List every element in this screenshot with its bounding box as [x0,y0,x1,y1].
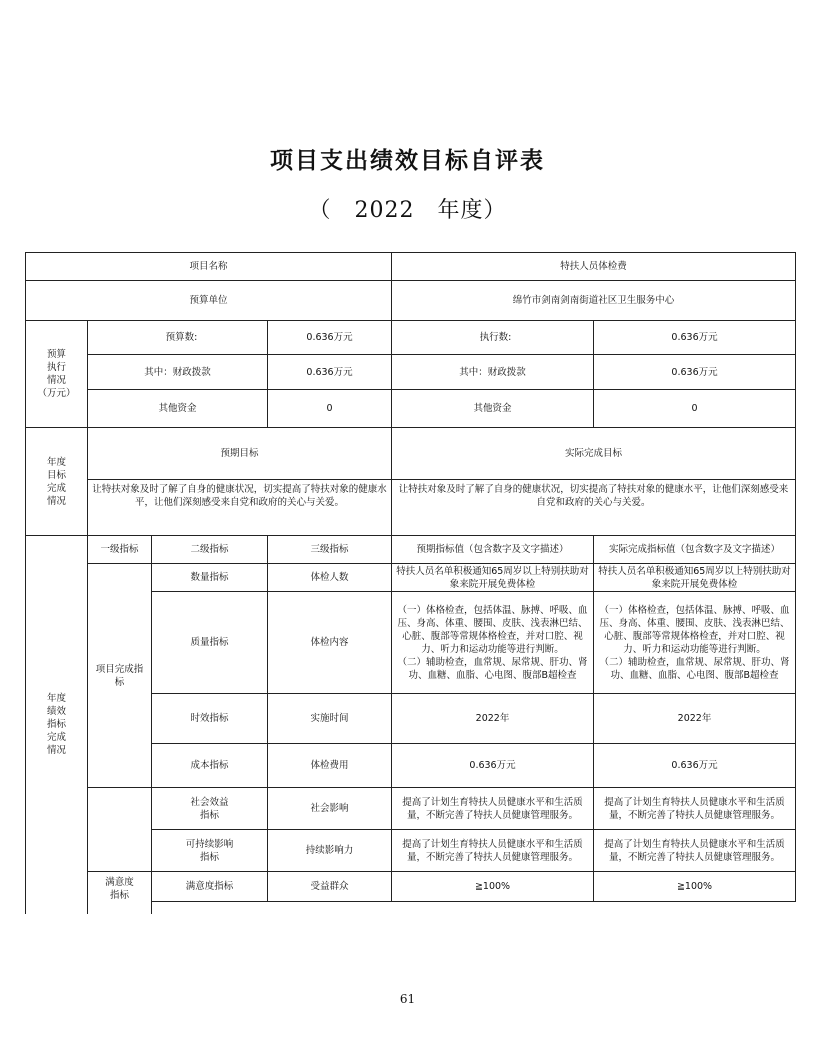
annual-goal-section-label: 年度 目标 完成 情况 [26,428,88,536]
table-row [26,872,796,902]
fiscal-budget-value: 0.636万元 [268,355,392,390]
actual-value-header: 实际完成指标值（包含数字及文字描述） [594,536,796,564]
other-funds-exec-label: 其他资金 [392,390,594,428]
annual-goal-content-row [26,480,796,536]
fiscal-exec-label: 其中：财政拨款 [392,355,594,390]
fiscal-label: 其中：财政拨款 [88,355,268,390]
level3-cell: 体检费用 [268,744,392,788]
level3-cell: 受益群众 [268,872,392,902]
performance-section-label: 年度 绩效 指标 完成 情况 [26,536,88,914]
satisfaction-group-label: 满意度 指标 [88,872,152,914]
level2-cell: 时效指标 [152,694,268,744]
performance-form-table [25,252,796,914]
fiscal-row [26,355,796,390]
level2-cell: 成本指标 [152,744,268,788]
expected-value-cell: 2022年 [392,694,594,744]
level2-header: 二级指标 [152,536,268,564]
level3-header: 三级指标 [268,536,392,564]
budget-unit-row [26,281,796,321]
exec-amount-label: 执行数: [392,321,594,355]
budget-unit-label: 预算单位 [26,281,392,321]
actual-goal-header: 实际完成目标 [392,428,796,480]
indicator-header-row [26,536,796,564]
annual-goal-header-row [26,428,796,480]
level3-cell: 持续影响力 [268,830,392,872]
document-title: 项目支出绩效目标自评表 [270,147,545,174]
expected-value-cell: 提高了计划生育特扶人员健康水平和生活质量，不断完善了特扶人员健康管理服务。 [392,830,594,872]
level3-cell: 体检人数 [268,564,392,592]
level3-cell: 实施时间 [268,694,392,744]
actual-value-cell: 0.636万元 [594,744,796,788]
expected-value-cell: （一）体格检查，包括体温、脉搏、呼吸、血压、身高、体重、腰围、皮肤、浅表淋巴结、心脏、腹部等常规体格检查，并对口腔、视力、听力和运动功能等进行判断。 （二）辅助检查，血常规、尿常规、肝功、肾功、血糖、血脂、心电图、腹部B超检查 [392,592,594,694]
level3-cell: 社会影响 [268,788,392,830]
actual-value-cell: 2022年 [594,694,796,744]
level2-cell: 满意度指标 [152,872,268,902]
actual-goal-text: 让特扶对象及时了解了自身的健康状况，切实提高了特扶对象的健康水平，让他们深刻感受来自党和政府的关心与关爱。 [392,480,796,536]
level2-cell: 社会效益 指标 [152,788,268,830]
fiscal-exec-value: 0.636万元 [594,355,796,390]
actual-value-cell: 提高了计划生育特扶人员健康水平和生活质量，不断完善了特扶人员健康管理服务。 [594,788,796,830]
level2-cell: 质量指标 [152,592,268,694]
expected-value-cell: 0.636万元 [392,744,594,788]
table-row [26,564,796,592]
table-continuation-space [152,902,796,914]
other-funds-budget-value: 0 [268,390,392,428]
actual-value-cell: ≧100% [594,872,796,902]
level2-cell: 可持续影响 指标 [152,830,268,872]
project-name-value: 特扶人员体检费 [392,253,796,281]
level1-header: 一级指标 [88,536,152,564]
level2-cell: 数量指标 [152,564,268,592]
table-row [26,788,796,830]
project-name-label: 项目名称 [26,253,392,281]
actual-value-cell: 特扶人员名单积极通知65周岁以上特别扶助对象来院开展免费体检 [594,564,796,592]
expected-goal-header: 预期目标 [88,428,392,480]
expected-value-cell: 特扶人员名单积极通知65周岁以上特别扶助对象来院开展免费体检 [392,564,594,592]
actual-value-cell: 提高了计划生育特扶人员健康水平和生活质量，不断完善了特扶人员健康管理服务。 [594,830,796,872]
budget-amount-value: 0.636万元 [268,321,392,355]
completion-group-label: 项目完成指 标 [88,564,152,788]
other-funds-label: 其他资金 [88,390,268,428]
other-funds-exec-value: 0 [594,390,796,428]
other-funds-row [26,390,796,428]
budget-section-label: 预算 执行 情况 （万元） [26,321,88,428]
page-number: 61 [399,992,416,1006]
expected-goal-text: 让特扶对象及时了解了自身的健康状况，切实提高了特扶对象的健康水平，让他们深刻感受来自党和政府的关心与关爱。 [88,480,392,536]
budget-unit-value: 绵竹市剑南剑南街道社区卫生服务中心 [392,281,796,321]
exec-amount-value: 0.636万元 [594,321,796,355]
budget-amount-label: 预算数: [88,321,268,355]
budget-amount-row [26,321,796,355]
expected-value-header: 预期指标值（包含数字及文字描述） [392,536,594,564]
actual-value-cell: （一）体格检查，包括体温、脉搏、呼吸、血压、身高、体重、腰围、皮肤、浅表淋巴结、心脏、腹部等常规体格检查，并对口腔、视力、听力和运动功能等进行判断。 （二）辅助检查，血常规、尿常规、肝功、肾功、血糖、血脂、心电图、腹部B超检查 [594,592,796,694]
benefit-group-label [88,788,152,872]
expected-value-cell: 提高了计划生育特扶人员健康水平和生活质量，不断完善了特扶人员健康管理服务。 [392,788,594,830]
project-name-row [26,253,796,281]
expected-value-cell: ≧100% [392,872,594,902]
document-subtitle: （ 2022 年度） [308,198,507,223]
level3-cell: 体检内容 [268,592,392,694]
